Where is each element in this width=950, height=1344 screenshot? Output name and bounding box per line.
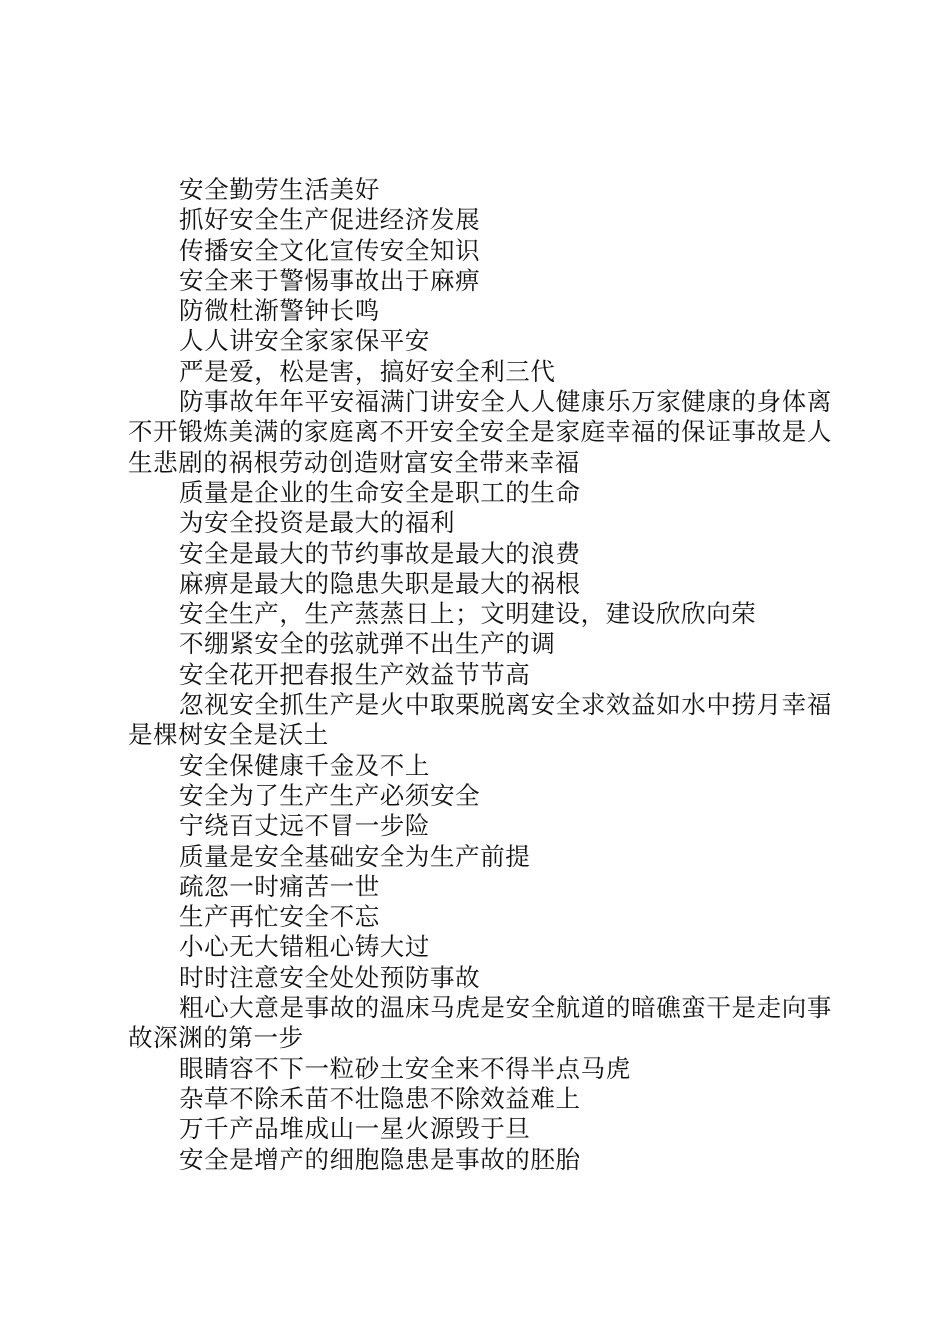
paragraph: 安全花开把春报生产效益节节高 bbox=[179, 659, 531, 689]
paragraph: 安全来于警惕事故出于麻痹 bbox=[179, 265, 481, 295]
paragraph: 宁绕百丈远不冒一步险 bbox=[179, 811, 430, 841]
paragraph: 安全为了生产生产必须安全 bbox=[179, 780, 481, 810]
paragraph: 安全勤劳生活美好 bbox=[179, 175, 380, 204]
paragraph: 疏忽一时痛苦一世 bbox=[179, 871, 380, 901]
paragraph: 防事故年年平安福满门讲安全人人健康乐万家健康的身体离不开锻炼美满的家庭离不开安全安全是家庭幸福的保证事故是人生悲剧的祸根劳动创造财富安全带来幸福 bbox=[128, 387, 832, 477]
paragraph: 眼睛容不下一粒砂土安全来不得半点马虎 bbox=[179, 1053, 631, 1083]
paragraph: 小心无大错粗心铸大过 bbox=[179, 932, 430, 962]
paragraph: 万千产品堆成山一星火源毁于旦 bbox=[179, 1114, 531, 1144]
paragraph: 传播安全文化宣传安全知识 bbox=[179, 235, 481, 265]
paragraph: 安全保健康千金及不上 bbox=[179, 750, 430, 780]
paragraph: 人人讲安全家家保平安 bbox=[179, 326, 430, 356]
paragraph: 安全生产，生产蒸蒸日上；文明建设，建设欣欣向荣 bbox=[179, 599, 757, 629]
paragraph: 粗心大意是事故的温床马虎是安全航道的暗礁蛮干是走向事故深渊的第一步 bbox=[128, 993, 832, 1053]
paragraph: 严是爱，松是害，搞好安全利三代 bbox=[179, 356, 556, 386]
paragraph: 质量是企业的生命安全是职工的生命 bbox=[179, 477, 581, 507]
paragraph: 抓好安全生产促进经济发展 bbox=[179, 205, 481, 235]
paragraph: 时时注意安全处处预防事故 bbox=[179, 962, 481, 992]
paragraph: 防微杜渐警钟长鸣 bbox=[179, 296, 380, 326]
paragraph: 质量是安全基础安全为生产前提 bbox=[179, 841, 531, 871]
paragraph: 杂草不除禾苗不壮隐患不除效益难上 bbox=[179, 1083, 581, 1113]
paragraph: 安全是最大的节约事故是最大的浪费 bbox=[179, 538, 581, 568]
paragraph: 安全是增产的细胞隐患是事故的胚胎 bbox=[179, 1144, 581, 1174]
paragraph: 生产再忙安全不忘 bbox=[179, 902, 380, 932]
paragraph: 麻痹是最大的隐患失职是最大的祸根 bbox=[179, 568, 581, 598]
paragraph: 忽视安全抓生产是火中取栗脱离安全求效益如水中捞月幸福是棵树安全是沃土 bbox=[128, 690, 832, 750]
document-body bbox=[128, 175, 832, 1175]
paragraph: 不绷紧安全的弦就弹不出生产的调 bbox=[179, 629, 556, 659]
paragraph: 为安全投资是最大的福利 bbox=[179, 508, 456, 538]
